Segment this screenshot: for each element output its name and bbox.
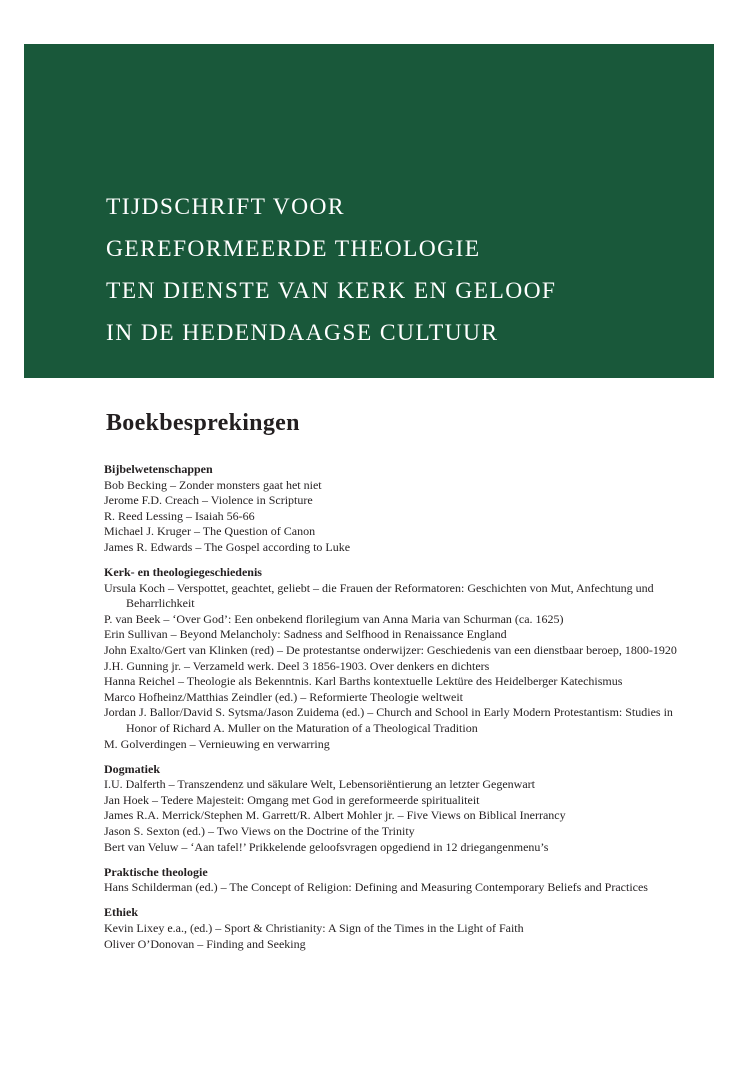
- journal-banner: [24, 44, 714, 378]
- group-ethiek: [104, 905, 704, 952]
- review-entry: Jordan J. Ballor/David S. Sytsma/Jason Zuidema (ed.) – Church and School in Early Modern Protestantism: Studies in Honor of Richard A. Muller on the Maturation of a Theological Tradition: [104, 705, 673, 735]
- group-dogmatiek: [104, 762, 704, 856]
- review-entry: Bert van Veluw – ‘Aan tafel!’ Prikkelende geloofsvragen opgediend in 12 driegangenmenu’s: [104, 839, 549, 854]
- review-list: [104, 462, 704, 962]
- review-entry: Oliver O’Donovan – Finding and Seeking: [104, 936, 306, 951]
- review-entry: Jason S. Sexton (ed.) – Two Views on the Doctrine of the Trinity: [104, 824, 415, 839]
- section-heading: Boekbesprekingen: [106, 410, 300, 436]
- journal-title-line: TEN DIENSTE VAN KERK EN GELOOF: [106, 278, 557, 304]
- group-title: Dogmatiek: [104, 761, 160, 776]
- group-bijbelwetenschappen: [104, 462, 704, 556]
- group-title: Bijbelwetenschappen: [104, 462, 213, 476]
- review-entry: Bob Becking – Zonder monsters gaat het niet: [104, 477, 322, 492]
- journal-title-line: GEREFORMEERDE THEOLOGIE: [106, 236, 481, 262]
- review-entry: Kevin Lixey e.a., (ed.) – Sport & Christianity: A Sign of the Times in the Light of Faith: [104, 921, 524, 936]
- review-entry: Hanna Reichel – Theologie als Bekenntnis. Karl Barths kontextuelle Lektüre des Heidelberger Katechismus: [104, 674, 623, 689]
- group-kerkgeschiedenis: [104, 565, 704, 752]
- review-entry: Jerome F.D. Creach – Violence in Scripture: [104, 493, 313, 508]
- review-entry: Michael J. Kruger – The Question of Canon: [104, 524, 316, 539]
- journal-title: [106, 186, 556, 354]
- review-entry: Ursula Koch – Verspottet, geachtet, geliebt – die Frauen der Reformatoren: Geschichten von Mut, Anfechtung und Beharrlichkeit: [104, 580, 654, 611]
- group-title: Praktische theologie: [104, 864, 208, 879]
- group-title: Kerk- en theologiegeschiedenis: [104, 565, 262, 580]
- review-entry: John Exalto/Gert van Klinken (red) – De protestantse onderwijzer: Geschiedenis van een dienstbaar beroep, 1800-1920: [104, 643, 677, 658]
- review-entry: Jan Hoek – Tedere Majesteit: Omgang met God in gereformeerde spiritualiteit: [104, 792, 480, 807]
- group-praktische-theologie: [104, 865, 704, 896]
- review-entry: R. Reed Lessing – Isaiah 56-66: [104, 508, 255, 523]
- journal-title-line: TIJDSCHRIFT VOOR: [106, 194, 345, 220]
- review-entry: James R. Edwards – The Gospel according to Luke: [104, 539, 351, 554]
- review-entry: Marco Hofheinz/Matthias Zeindler (ed.) – Reformierte Theologie weltweit: [104, 689, 463, 704]
- review-entry: M. Golverdingen – Vernieuwing en verwarring: [104, 736, 330, 751]
- review-entry: J.H. Gunning jr. – Verzameld werk. Deel 3 1856-1903. Over denkers en dichters: [104, 658, 490, 673]
- review-entry: James R.A. Merrick/Stephen M. Garrett/R. Albert Mohler jr. – Five Views on Biblical Inerrancy: [104, 808, 566, 823]
- review-entry: P. van Beek – ‘Over God’: Een onbekend florilegium van Anna Maria van Schurman (ca. 1625): [104, 611, 564, 626]
- review-entry: Hans Schilderman (ed.) – The Concept of Religion: Defining and Measuring Contemporary Beliefs and Practices: [104, 880, 648, 895]
- group-title: Ethiek: [104, 905, 139, 920]
- review-entry: Erin Sullivan – Beyond Melancholy: Sadness and Selfhood in Renaissance England: [104, 627, 507, 642]
- review-entry: I.U. Dalferth – Transzendenz und säkulare Welt, Lebensoriëntierung an letzter Gegenwart: [104, 777, 535, 792]
- journal-title-line: IN DE HEDENDAAGSE CULTUUR: [106, 320, 499, 346]
